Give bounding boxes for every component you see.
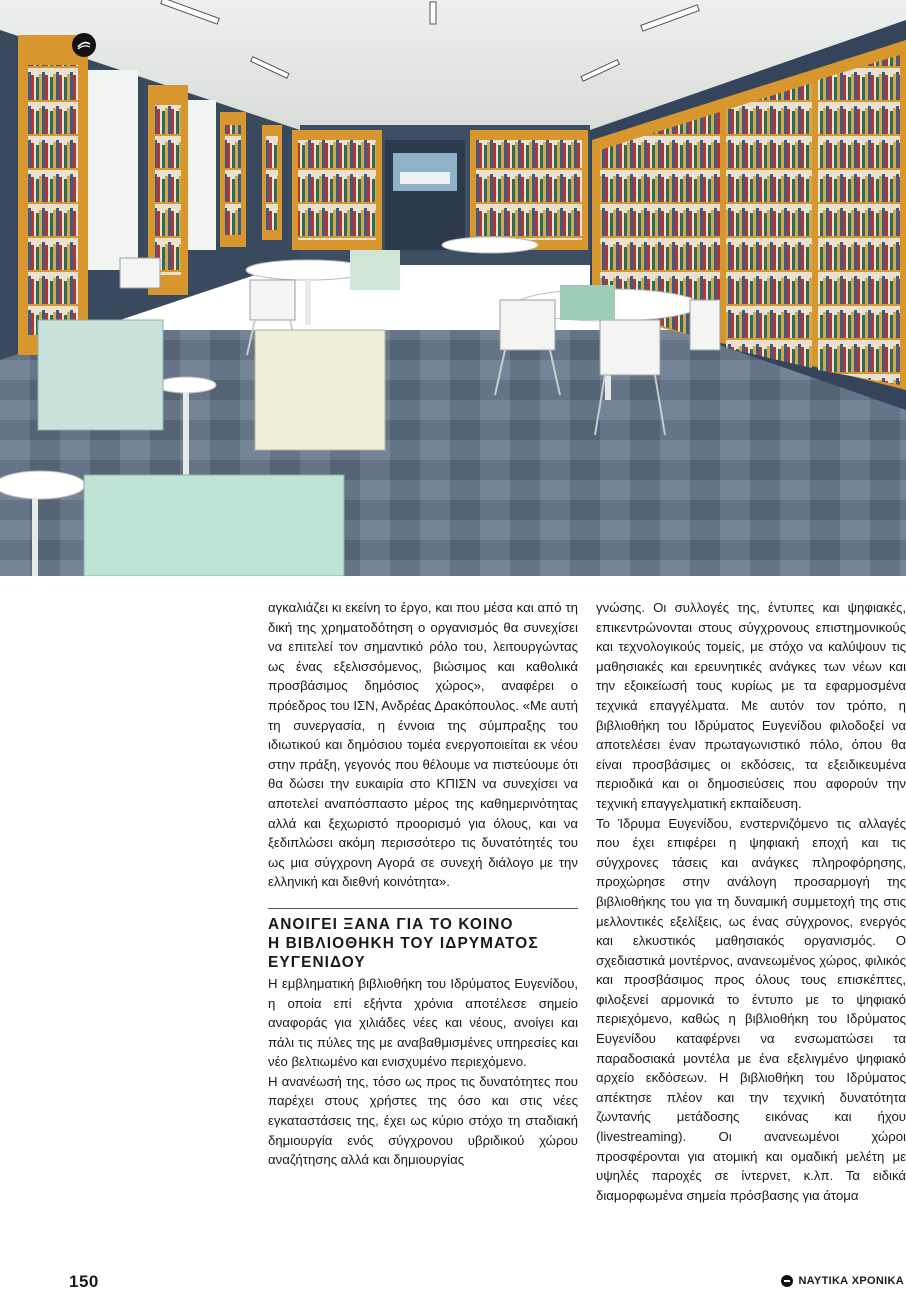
section-divider [268, 908, 578, 909]
heading-line: ΑΝΟΙΓΕΙ ΞΑΝΑ ΓΙΑ ΤΟ ΚΟΙΝΟ [268, 915, 514, 933]
heading-line: ΕΥΓΕΝΙΔΟΥ [268, 953, 366, 971]
section-heading [268, 915, 578, 972]
paragraph: γνώσης. Οι συλλογές της, έντυπες και ψηφιακές, επικεντρώνονται στους σύγχρονους επιστημονικούς και τεχνολογικούς τομείς, με στόχο να καλύψουν τις μαθησιακές και ερευνητικές ανάγκες των νέων και την εξοικείωσή τους κυρίως με τα εφαρμοσμένα τεχνικά επαγγέλματα. Με αυτόν τον τρόπο, η βιβλιοθήκη του Ιδρύματος Ευγενίδου φιλοδοξεί να αποτελέσει έναν πρωταγωνιστικό πόλο, όπου θα είναι προσβάσιμες οι εκδόσεις, τα εξειδικευμένα περιοδικά και οι δημοσιεύσεις που αφορούν την τεχνική επαγγελματική εκπαίδευση. [596, 600, 906, 811]
heading-line: Η ΒΙΒΛΙΟΘΗΚΗ ΤΟΥ ΙΔΡΥΜΑΤΟΣ [268, 934, 539, 952]
paragraph: Το Ίδρυμα Ευγενίδου, ενστερνιζόμενο τις αλλαγές που έχει επιφέρει η ψηφιακή εποχή και τις σύγχρονες τάσεις και ανάγκες πληροφόρησης, προχώρησε στην ανάλογη προσαρμογή της βιβλιοθήκης του για τη δυναμική συμμετοχή της στις μελλοντικές εξελίξεις, ως ένας σύγχρονος, ενεργός και ελκυστικός μαθησιακός οργανισμός. Ο σχεδιαστικά μοντέρνος, ανανεωμένος χώρος, φιλικός και προσβάσιμος προς όλους τους επισκέπτες, φιλοξενεί αρμονικά το έντυπο με το ψηφιακό περιεχόμενο, καθώς η βιβλιοθήκη του Ιδρύματος Ευγενίδου καταφέρνει να ενσωματώσει τα παραδοσιακά μοντέλα με ένα εξελιγμένο ψηφιακό αρχείο εκδόσεων. Η βιβλιοθήκη του Ιδρύματος απέκτησε πλέον και την τεχνική δυνατότητα ζωντανής μετάδοσης εικόνας και ήχου (livestreaming). Οι ανανεωμένοι χώροι προσφέρονται για ατομική και ομαδική μελέτη με υψηλές παροχές σε ίντερνετ, κ.λπ. Τα ειδικά διαμορφωμένα σημεία πρόσβασης για άτομα [596, 815, 906, 1203]
brand-logo-icon [781, 1275, 793, 1287]
publication-brand [781, 1275, 904, 1287]
magazine-section-icon [72, 33, 96, 57]
paragraph: Η εμβληματική βιβλιοθήκη του Ιδρύματος Ευγενίδου, η οποία επί εξήντα χρόνια αποτέλεσε σημείο αναφοράς για χιλιάδες νέες και νέους, ανοίγει και πάλι τις πύλες της με αναβαθμισμένες υπηρεσίες και νέο βελτιωμένο και ενισχυμένο περιεχόμενο. [268, 975, 578, 1070]
page-number: 150 [69, 1272, 99, 1291]
article-column-middle [268, 598, 578, 1170]
article-column-right [596, 598, 906, 1205]
library-photo [0, 0, 906, 576]
paragraph: Η ανανέωσή της, τόσο ως προς τις δυνατότητες που παρέχει στους χρήστες της όσο και στις νέες εγκαταστάσεις της, έχει ως κύριο στόχο τη σταδιακή δημιουργία ενός σύγχρονου υβριδικού χώρου αναζήτησης αλλά και δημιουργίας [268, 1073, 578, 1168]
paragraph: αγκαλιάζει κι εκείνη το έργο, και που μέσα και από τη δική της χρηματοδότηση ο οργανισμός θα συνεχίσει να επιτελεί τον σημαντικό ρόλο του, λειτουργώντας ως ένας εξελισσόμενος, βιώσιμος και καθολικά προσβάσιμος δημόσιος χώρος», αναφέρει ο πρόεδρος του ΙΣΝ, Ανδρέας Δρακόπουλος. «Με αυτή τη συνεργασία, η έννοια της σύμπραξης του ιδιωτικού και δημόσιου τομέα ενεργοποιείται εκ νέου στην πράξη, γεγονός που θέλουμε να πιστεύουμε ότι θα δώσει την ευκαιρία στο ΚΠΙΣΝ να συνεχίσει να αποτελεί αναπόσπαστο μέρος της καθημερινότητας αλλά και ξεχωριστό προορισμό για όλους, και να ξεδιπλώσει ακόμη περισσότερο τις δυνατότητές του ως μια σύγχρονη Αγορά σε συνεχή διάλογο με την ελληνική και διεθνή κοινότητα». [268, 600, 578, 890]
publication-name: ΝΑΥΤΙΚΑ ΧΡΟΝΙΚΑ [798, 1275, 904, 1287]
